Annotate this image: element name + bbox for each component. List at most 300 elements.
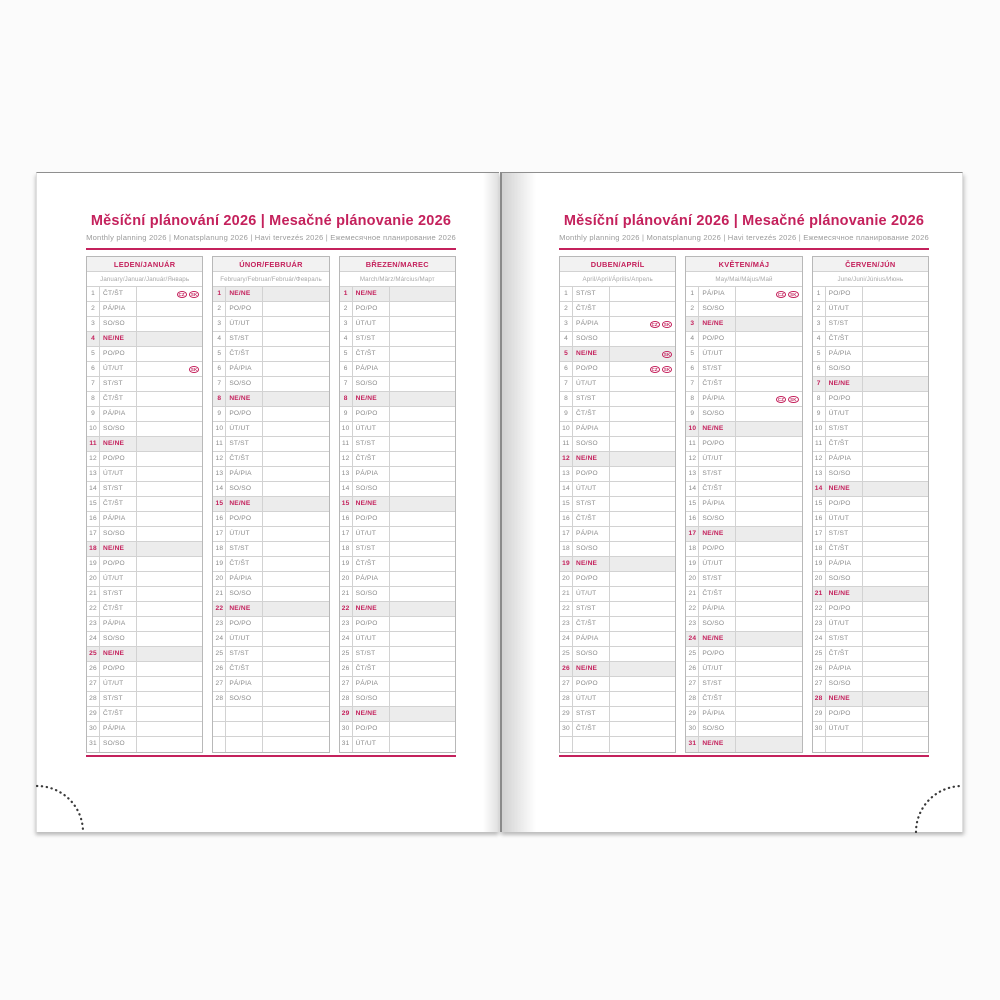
day-number: 27 xyxy=(340,677,353,691)
day-weekday: ST/ST xyxy=(573,497,610,511)
day-row xyxy=(813,587,928,602)
page-left xyxy=(36,172,499,832)
day-number: 25 xyxy=(87,647,100,661)
day-note-area xyxy=(863,467,928,481)
day-weekday: NE/NE xyxy=(226,602,263,616)
day-row xyxy=(340,662,455,677)
day-note-area xyxy=(137,587,202,601)
day-number xyxy=(213,737,226,752)
day-row xyxy=(813,377,928,392)
day-number: 22 xyxy=(560,602,573,616)
day-number: 6 xyxy=(686,362,699,376)
day-number: 1 xyxy=(560,287,573,301)
day-row xyxy=(813,677,928,692)
day-number: 22 xyxy=(813,602,826,616)
day-row xyxy=(340,572,455,587)
day-note-area xyxy=(137,692,202,706)
day-weekday: PÁ/PIA xyxy=(100,617,137,631)
day-number: 28 xyxy=(340,692,353,706)
day-number: 8 xyxy=(686,392,699,406)
day-row xyxy=(213,317,328,332)
day-note-area xyxy=(863,347,928,361)
day-weekday: NE/NE xyxy=(699,422,736,436)
day-weekday: ÚT/UT xyxy=(353,422,390,436)
day-weekday: ČT/ŠT xyxy=(826,437,863,451)
day-row xyxy=(87,287,202,302)
day-note-area xyxy=(263,647,328,661)
day-number: 30 xyxy=(813,722,826,736)
day-weekday: ÚT/UT xyxy=(699,662,736,676)
day-row xyxy=(560,647,675,662)
day-row xyxy=(813,722,928,737)
day-note-area xyxy=(610,512,675,526)
month-name: BŘEZEN/MAREC xyxy=(340,257,455,272)
day-row xyxy=(813,572,928,587)
day-weekday: ČT/ŠT xyxy=(573,302,610,316)
day-weekday: ÚT/UT xyxy=(100,572,137,586)
day-weekday: PÁ/PIA xyxy=(226,362,263,376)
day-note-area xyxy=(390,527,455,541)
day-weekday: ST/ST xyxy=(353,647,390,661)
day-number: 23 xyxy=(813,617,826,631)
day-number: 3 xyxy=(340,317,353,331)
day-number: 21 xyxy=(213,587,226,601)
month-subtitle: February/Februar/Február/Февраль xyxy=(213,272,328,287)
day-weekday: NE/NE xyxy=(100,542,137,556)
day-weekday: PO/PO xyxy=(100,452,137,466)
day-row xyxy=(813,707,928,722)
day-row xyxy=(560,617,675,632)
day-weekday: ÚT/UT xyxy=(826,302,863,316)
day-number: 17 xyxy=(686,527,699,541)
day-number: 7 xyxy=(686,377,699,391)
day-row xyxy=(213,587,328,602)
day-number: 16 xyxy=(87,512,100,526)
day-note-area xyxy=(137,737,202,752)
day-weekday: PO/PO xyxy=(573,362,610,376)
day-row xyxy=(340,542,455,557)
day-number: 26 xyxy=(686,662,699,676)
day-row xyxy=(213,647,328,662)
day-row xyxy=(686,557,801,572)
day-weekday: NE/NE xyxy=(353,497,390,511)
day-row xyxy=(813,617,928,632)
day-note-area xyxy=(263,677,328,691)
day-number: 8 xyxy=(813,392,826,406)
month-column xyxy=(685,256,802,753)
day-row xyxy=(213,692,328,707)
month-name: LEDEN/JANUÁR xyxy=(87,257,202,272)
empty-row xyxy=(213,707,328,722)
day-row xyxy=(87,617,202,632)
day-note-area xyxy=(610,287,675,301)
day-row xyxy=(87,647,202,662)
month-name: KVĚTEN/MÁJ xyxy=(686,257,801,272)
holiday-icon-cz: CZ xyxy=(178,291,185,297)
day-row xyxy=(560,332,675,347)
day-number: 4 xyxy=(87,332,100,346)
day-weekday: SO/SO xyxy=(353,587,390,601)
month-name: ČERVEN/JÚN xyxy=(813,257,928,272)
day-weekday: PO/PO xyxy=(226,407,263,421)
day-number: 1 xyxy=(87,287,100,301)
day-note-area xyxy=(736,347,801,361)
day-row xyxy=(686,587,801,602)
day-weekday: ÚT/UT xyxy=(573,377,610,391)
day-number: 19 xyxy=(340,557,353,571)
day-row xyxy=(340,527,455,542)
day-row xyxy=(213,512,328,527)
day-row xyxy=(340,632,455,647)
day-note-area xyxy=(610,392,675,406)
day-number: 22 xyxy=(87,602,100,616)
day-row xyxy=(686,317,801,332)
day-number: 10 xyxy=(686,422,699,436)
day-number: 7 xyxy=(340,377,353,391)
day-note-area xyxy=(263,707,328,721)
day-weekday: ST/ST xyxy=(699,362,736,376)
day-number: 13 xyxy=(213,467,226,481)
day-weekday xyxy=(226,737,263,752)
day-row xyxy=(87,497,202,512)
day-weekday: PÁ/PIA xyxy=(353,572,390,586)
day-row xyxy=(560,557,675,572)
corner-perforation-right xyxy=(911,781,963,833)
day-number: 11 xyxy=(560,437,573,451)
day-number: 1 xyxy=(813,287,826,301)
day-note-area xyxy=(137,467,202,481)
day-note-area xyxy=(863,647,928,661)
day-row xyxy=(87,392,202,407)
day-row xyxy=(213,362,328,377)
day-weekday: ÚT/UT xyxy=(699,452,736,466)
day-number: 9 xyxy=(213,407,226,421)
day-weekday: ČT/ŠT xyxy=(226,557,263,571)
day-weekday: SO/SO xyxy=(100,632,137,646)
day-number: 26 xyxy=(340,662,353,676)
page-title: Měsíční plánování 2026 | Mesačné plánovanie 2026 xyxy=(563,213,925,229)
day-note-area xyxy=(263,362,328,376)
day-row xyxy=(87,722,202,737)
day-note-area xyxy=(263,332,328,346)
day-note-area xyxy=(736,602,801,616)
day-number: 7 xyxy=(87,377,100,391)
day-note-area xyxy=(263,287,328,301)
day-note-area xyxy=(390,467,455,481)
day-row xyxy=(813,512,928,527)
day-number: 25 xyxy=(560,647,573,661)
day-note-area xyxy=(863,707,928,721)
day-number: 2 xyxy=(213,302,226,316)
day-row xyxy=(686,452,801,467)
day-row xyxy=(87,527,202,542)
day-weekday: ÚT/UT xyxy=(826,617,863,631)
day-row xyxy=(686,377,801,392)
day-note-area xyxy=(137,407,202,421)
day-row xyxy=(340,437,455,452)
holiday-icon-sk: SK xyxy=(190,366,198,372)
day-row xyxy=(686,527,801,542)
day-weekday: ČT/ŠT xyxy=(573,617,610,631)
day-weekday: PO/PO xyxy=(573,572,610,586)
day-row xyxy=(560,467,675,482)
day-weekday: PO/PO xyxy=(826,707,863,721)
day-note-area xyxy=(390,287,455,301)
day-note-area xyxy=(137,437,202,451)
day-weekday: PÁ/PIA xyxy=(353,467,390,481)
day-number: 4 xyxy=(340,332,353,346)
day-number: 21 xyxy=(813,587,826,601)
day-number: 15 xyxy=(560,497,573,511)
day-row xyxy=(813,302,928,317)
day-number: 28 xyxy=(213,692,226,706)
day-weekday: ST/ST xyxy=(353,332,390,346)
day-row xyxy=(87,377,202,392)
day-weekday: SO/SO xyxy=(100,422,137,436)
day-row xyxy=(213,422,328,437)
day-number: 29 xyxy=(560,707,573,721)
day-note-area xyxy=(863,662,928,676)
day-number: 4 xyxy=(560,332,573,346)
day-number: 19 xyxy=(560,557,573,571)
day-weekday: ÚT/UT xyxy=(699,347,736,361)
day-number: 29 xyxy=(813,707,826,721)
day-number: 19 xyxy=(813,557,826,571)
day-note-area xyxy=(610,497,675,511)
day-row xyxy=(686,302,801,317)
day-weekday: SO/SO xyxy=(573,332,610,346)
day-weekday: SO/SO xyxy=(353,377,390,391)
day-row xyxy=(813,482,928,497)
day-weekday: SO/SO xyxy=(573,647,610,661)
day-weekday: PO/PO xyxy=(826,497,863,511)
day-weekday: ST/ST xyxy=(573,392,610,406)
day-note-area xyxy=(390,587,455,601)
day-weekday: ÚT/UT xyxy=(100,467,137,481)
day-row xyxy=(560,452,675,467)
day-weekday: PO/PO xyxy=(353,302,390,316)
day-number: 28 xyxy=(560,692,573,706)
day-weekday: PO/PO xyxy=(100,347,137,361)
day-number: 4 xyxy=(686,332,699,346)
day-weekday: NE/NE xyxy=(699,632,736,646)
day-note-area xyxy=(610,362,675,376)
day-row xyxy=(560,512,675,527)
day-note-area xyxy=(263,722,328,736)
day-note-area xyxy=(610,617,675,631)
day-note-area xyxy=(263,737,328,752)
day-row xyxy=(87,332,202,347)
day-row xyxy=(813,317,928,332)
day-weekday: ST/ST xyxy=(100,377,137,391)
day-note-area xyxy=(863,392,928,406)
day-note-area xyxy=(736,542,801,556)
day-number: 13 xyxy=(87,467,100,481)
day-rows xyxy=(560,287,675,752)
day-weekday: ÚT/UT xyxy=(100,677,137,691)
day-row xyxy=(560,602,675,617)
day-row xyxy=(686,512,801,527)
page-left-content xyxy=(86,213,456,757)
empty-row xyxy=(560,737,675,752)
day-row xyxy=(686,707,801,722)
day-weekday: ČT/ŠT xyxy=(353,452,390,466)
day-weekday: ÚT/UT xyxy=(226,632,263,646)
day-number: 8 xyxy=(340,392,353,406)
day-rows xyxy=(213,287,328,752)
day-note-area xyxy=(263,482,328,496)
footer-rule xyxy=(86,755,456,757)
day-row xyxy=(340,647,455,662)
day-weekday: ČT/ŠT xyxy=(699,482,736,496)
day-row xyxy=(340,332,455,347)
day-weekday: ČT/ŠT xyxy=(353,347,390,361)
day-note-area xyxy=(610,332,675,346)
day-number: 16 xyxy=(813,512,826,526)
day-number: 3 xyxy=(686,317,699,331)
day-row xyxy=(686,497,801,512)
day-row xyxy=(340,497,455,512)
day-note-area xyxy=(863,587,928,601)
day-row xyxy=(340,722,455,737)
day-number: 2 xyxy=(686,302,699,316)
day-weekday: PÁ/PIA xyxy=(100,722,137,736)
day-row xyxy=(87,362,202,377)
day-number: 14 xyxy=(340,482,353,496)
day-note-area xyxy=(390,347,455,361)
day-weekday: ČT/ŠT xyxy=(699,587,736,601)
day-number: 10 xyxy=(813,422,826,436)
day-row xyxy=(813,647,928,662)
day-row xyxy=(213,632,328,647)
day-weekday: ST/ST xyxy=(826,632,863,646)
day-weekday: PO/PO xyxy=(826,287,863,301)
month-grid-right xyxy=(559,256,929,753)
day-weekday: NE/NE xyxy=(353,287,390,301)
day-weekday: PO/PO xyxy=(353,617,390,631)
day-note-area xyxy=(137,572,202,586)
day-weekday: PÁ/PIA xyxy=(699,287,736,301)
day-note-area xyxy=(390,632,455,646)
day-note-area xyxy=(137,302,202,316)
day-weekday: ÚT/UT xyxy=(353,317,390,331)
day-weekday: ČT/ŠT xyxy=(226,452,263,466)
day-number: 29 xyxy=(87,707,100,721)
day-row xyxy=(340,557,455,572)
day-number: 8 xyxy=(560,392,573,406)
day-weekday: ČT/ŠT xyxy=(226,662,263,676)
day-number: 21 xyxy=(686,587,699,601)
page-right-content xyxy=(559,213,929,757)
day-note-area xyxy=(863,452,928,466)
day-note-area xyxy=(863,497,928,511)
day-note-area xyxy=(863,617,928,631)
day-note-area xyxy=(736,677,801,691)
day-number: 24 xyxy=(560,632,573,646)
holiday-icon-cz: CZ xyxy=(777,291,785,297)
day-number: 12 xyxy=(87,452,100,466)
day-note-area xyxy=(390,482,455,496)
day-number: 24 xyxy=(213,632,226,646)
day-number: 2 xyxy=(87,302,100,316)
day-weekday: ČT/ŠT xyxy=(826,542,863,556)
day-number: 20 xyxy=(813,572,826,586)
day-number: 30 xyxy=(340,722,353,736)
day-note-area xyxy=(736,647,801,661)
day-weekday: NE/NE xyxy=(100,437,137,451)
day-weekday: ČT/ŠT xyxy=(573,722,610,736)
day-note-area xyxy=(863,317,928,331)
holiday-icon-sk: SK xyxy=(790,291,797,297)
corner-perforation-left xyxy=(36,781,88,833)
day-weekday: SO/SO xyxy=(699,302,736,316)
day-note-area xyxy=(610,377,675,391)
day-note-area xyxy=(863,422,928,436)
day-weekday: NE/NE xyxy=(573,452,610,466)
day-note-area xyxy=(390,407,455,421)
day-weekday: ST/ST xyxy=(573,707,610,721)
day-row xyxy=(813,362,928,377)
day-row xyxy=(813,467,928,482)
day-row xyxy=(686,392,801,407)
day-note-area xyxy=(736,662,801,676)
day-number: 25 xyxy=(686,647,699,661)
day-note-area xyxy=(137,362,202,376)
day-row xyxy=(560,707,675,722)
day-weekday: ÚT/UT xyxy=(353,632,390,646)
day-row xyxy=(213,467,328,482)
day-note-area xyxy=(863,407,928,421)
day-row xyxy=(560,422,675,437)
day-number: 9 xyxy=(87,407,100,421)
day-note-area xyxy=(390,497,455,511)
day-note-area xyxy=(263,317,328,331)
day-number: 20 xyxy=(560,572,573,586)
day-weekday: NE/NE xyxy=(226,392,263,406)
empty-row xyxy=(213,722,328,737)
holiday-icon-sk: SK xyxy=(663,351,671,357)
day-row xyxy=(340,377,455,392)
day-row xyxy=(213,542,328,557)
day-row xyxy=(340,362,455,377)
day-row xyxy=(87,302,202,317)
day-number: 23 xyxy=(213,617,226,631)
day-note-area xyxy=(610,722,675,736)
day-note-area xyxy=(863,572,928,586)
day-row xyxy=(813,422,928,437)
day-number: 18 xyxy=(560,542,573,556)
day-number: 18 xyxy=(686,542,699,556)
day-note-area xyxy=(390,617,455,631)
day-row xyxy=(686,677,801,692)
day-weekday: ST/ST xyxy=(573,287,610,301)
day-row xyxy=(813,692,928,707)
day-weekday: ČT/ŠT xyxy=(100,707,137,721)
day-weekday: ST/ST xyxy=(826,422,863,436)
day-weekday: NE/NE xyxy=(826,692,863,706)
day-row xyxy=(87,572,202,587)
day-number: 20 xyxy=(87,572,100,586)
day-note-area xyxy=(390,302,455,316)
day-row xyxy=(560,632,675,647)
day-number: 16 xyxy=(340,512,353,526)
day-note-area xyxy=(137,527,202,541)
day-note-area xyxy=(390,332,455,346)
day-number: 17 xyxy=(813,527,826,541)
day-row xyxy=(87,587,202,602)
day-note-area xyxy=(610,347,675,361)
day-row xyxy=(87,422,202,437)
